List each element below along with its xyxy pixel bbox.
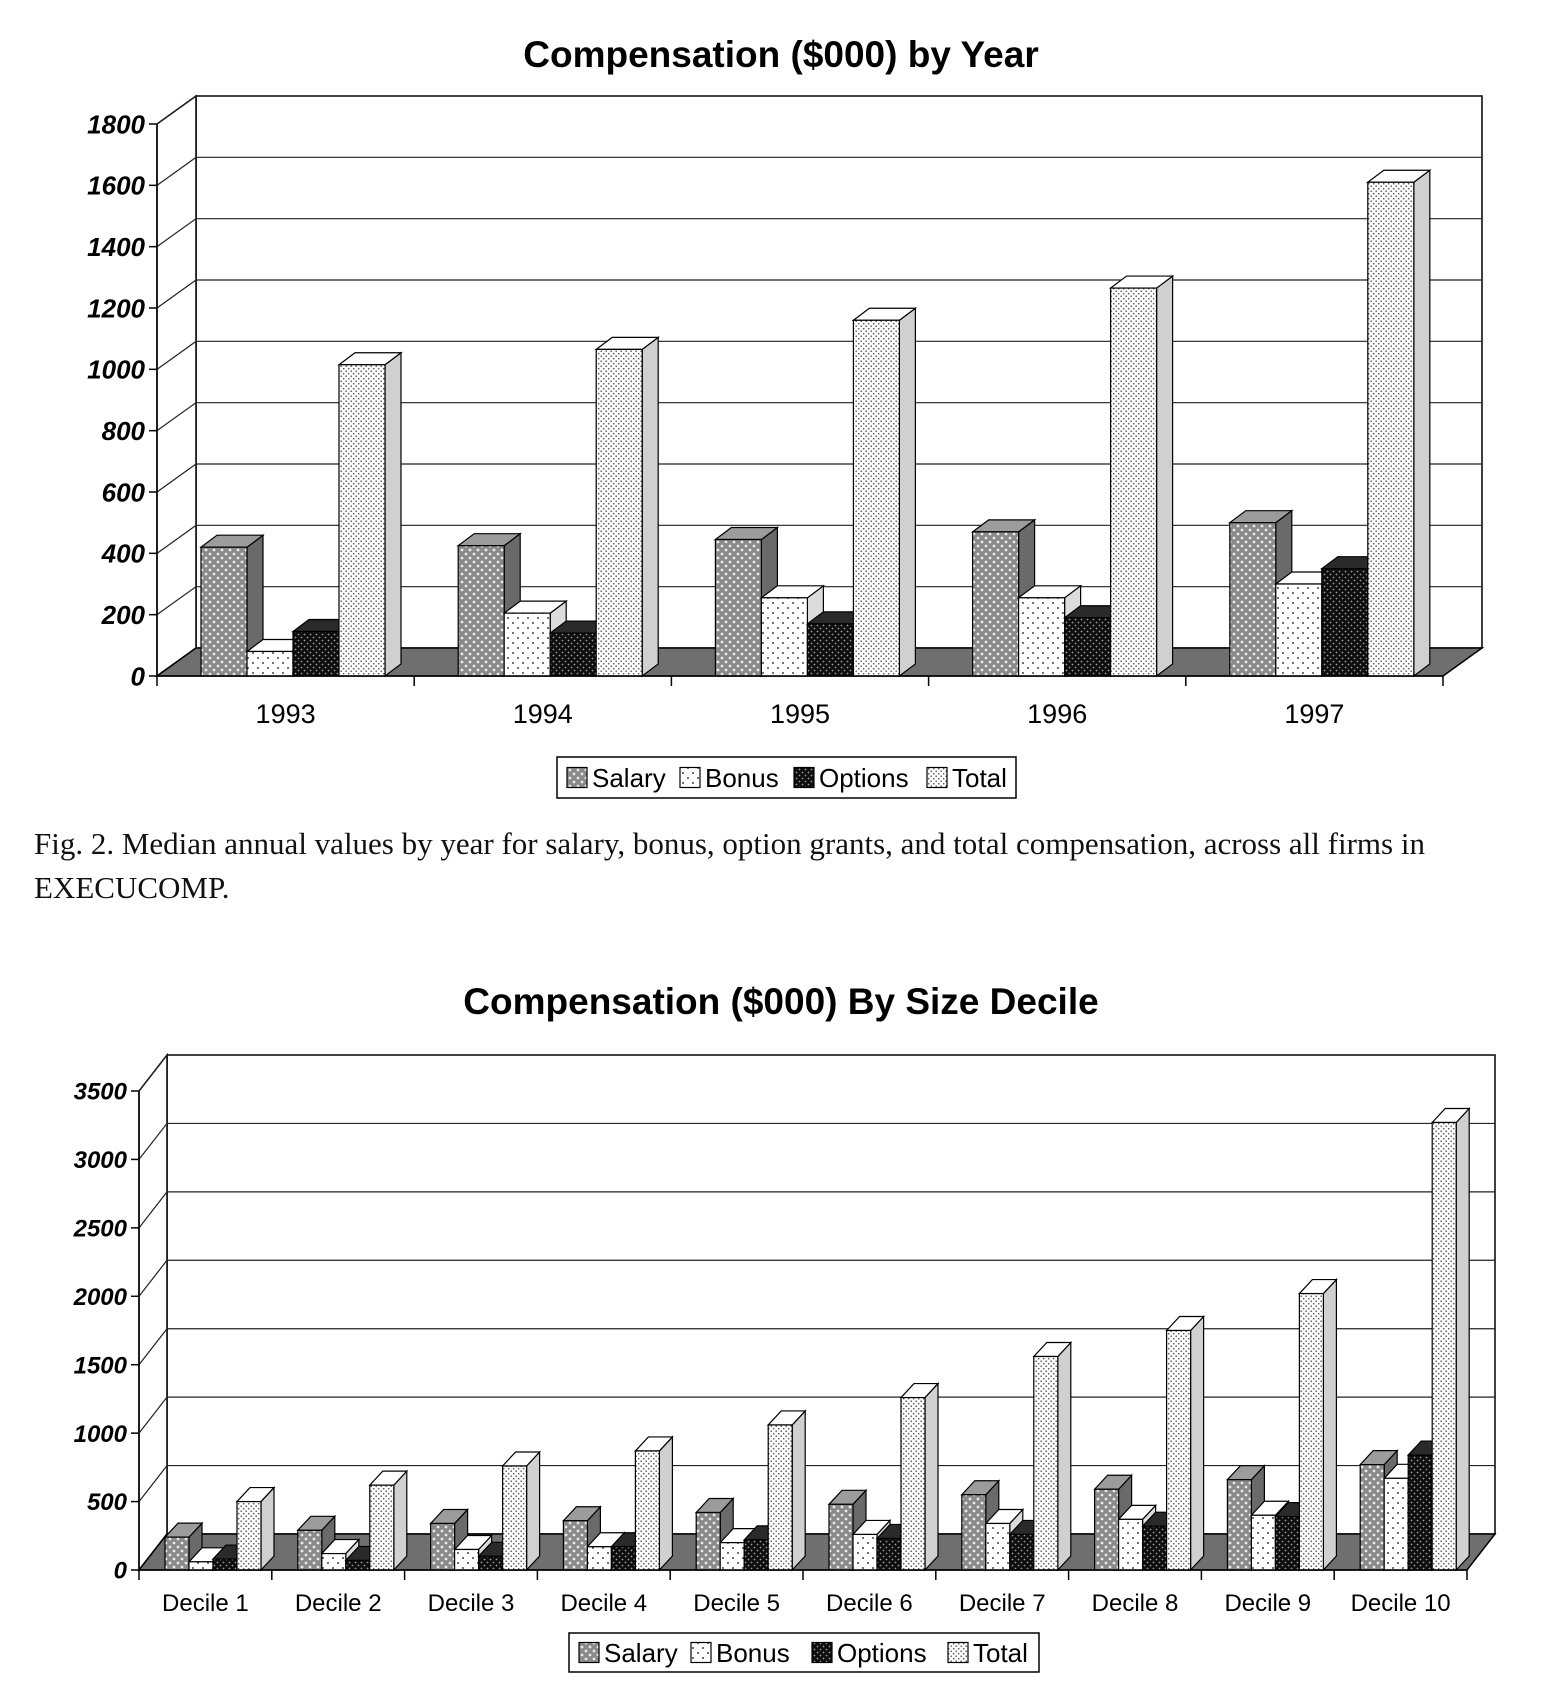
- back-wall: [167, 1055, 1495, 1534]
- bar-total-1994: [596, 337, 658, 676]
- legend-swatch-total: [948, 1643, 968, 1663]
- bar-total-decile-1: [237, 1488, 274, 1570]
- legend-label-options: Options: [819, 762, 909, 793]
- bar-total-1997: [1368, 170, 1430, 676]
- bar-total-decile-9: [1299, 1280, 1336, 1570]
- x-tick-label: 1994: [512, 699, 573, 729]
- y-tick-label: 1000: [73, 1420, 127, 1448]
- bar-total-decile-7: [1034, 1343, 1071, 1570]
- y-tick-label: 1800: [87, 109, 145, 140]
- legend-swatch-total: [927, 768, 947, 788]
- legend-label-bonus: Bonus: [705, 762, 779, 793]
- x-tick-label: Decile 2: [294, 1590, 382, 1617]
- legend-label-bonus: Bonus: [716, 1637, 790, 1668]
- y-tick-label: 1400: [87, 232, 145, 263]
- y-tick-label: 1500: [73, 1352, 127, 1380]
- x-tick-label: 1995: [769, 699, 831, 729]
- x-tick-label: 1997: [1284, 699, 1345, 729]
- y-tick-label: 3500: [73, 1078, 127, 1106]
- y-tick-label: 0: [113, 1557, 127, 1585]
- y-tick-label: 0: [130, 661, 145, 692]
- figure-caption: Fig. 2. Median annual values by year for salary, bonus, option grants, and total compensation, across all firms in EXECUCOMP.: [34, 826, 1425, 905]
- x-tick-label: 1996: [1027, 699, 1088, 729]
- y-tick-label: 600: [101, 477, 145, 508]
- y-tick-label: 1200: [87, 293, 145, 324]
- legend-swatch-bonus: [691, 1643, 711, 1663]
- bar-total-decile-3: [503, 1452, 540, 1570]
- x-tick-label: Decile 3: [427, 1590, 515, 1617]
- legend: [569, 1633, 1039, 1672]
- chart-title: Compensation ($000) By Size Decile: [463, 985, 1099, 1022]
- x-tick-label: Decile 1: [162, 1590, 249, 1617]
- y-tick-label: 1600: [87, 170, 145, 201]
- bar-total-1996: [1111, 276, 1173, 676]
- x-tick-label: Decile 6: [826, 1590, 913, 1617]
- x-tick-label: Decile 8: [1091, 1590, 1179, 1617]
- legend-label-salary: Salary: [592, 762, 666, 793]
- side-wall: [157, 96, 196, 676]
- bar-total-decile-10: [1432, 1108, 1469, 1570]
- grid: [139, 1055, 1495, 1570]
- y-tick-label: 800: [101, 416, 145, 447]
- bar-total-decile-6: [901, 1384, 938, 1570]
- legend-swatch-salary: [567, 768, 587, 788]
- x-axis: [139, 1570, 1467, 1617]
- bar-total-decile-4: [635, 1437, 672, 1570]
- legend-label-options: Options: [837, 1637, 927, 1668]
- chart-by-size-decile: [0, 985, 1562, 1703]
- bar-total-decile-8: [1167, 1317, 1204, 1571]
- x-tick-label: 1993: [255, 699, 316, 729]
- legend-swatch-bonus: [680, 768, 700, 788]
- bar-total-1995: [853, 308, 915, 676]
- legend-swatch-salary: [579, 1643, 599, 1663]
- y-tick-label: 400: [101, 538, 145, 569]
- legend-label-total: Total: [952, 762, 1007, 793]
- y-tick-label: 3000: [73, 1147, 127, 1175]
- bar-total-decile-5: [768, 1411, 805, 1570]
- legend-swatch-options: [794, 768, 814, 788]
- x-tick-label: Decile 10: [1350, 1590, 1451, 1617]
- y-tick-label: 2500: [73, 1215, 127, 1243]
- y-tick-label: 2000: [73, 1283, 127, 1311]
- x-axis: [157, 676, 1443, 729]
- chart-title: Compensation ($000) by Year: [523, 34, 1039, 75]
- bar-total-decile-2: [370, 1471, 407, 1570]
- chart-by-year: [0, 0, 1562, 805]
- x-tick-label: Decile 7: [958, 1590, 1046, 1617]
- legend-label-total: Total: [973, 1637, 1028, 1668]
- y-tick-label: 1000: [87, 354, 145, 385]
- x-tick-label: Decile 9: [1224, 1590, 1312, 1617]
- legend-label-salary: Salary: [604, 1637, 678, 1668]
- y-axis: [87, 109, 157, 691]
- legend: [557, 757, 1016, 798]
- side-wall: [139, 1055, 167, 1570]
- legend-swatch-options: [812, 1643, 832, 1663]
- x-tick-label: Decile 4: [560, 1590, 648, 1617]
- y-tick-label: 500: [86, 1489, 127, 1517]
- x-tick-label: Decile 5: [693, 1590, 780, 1617]
- y-axis: [73, 1079, 139, 1585]
- y-tick-label: 200: [101, 600, 145, 631]
- bar-total-1993: [339, 353, 401, 676]
